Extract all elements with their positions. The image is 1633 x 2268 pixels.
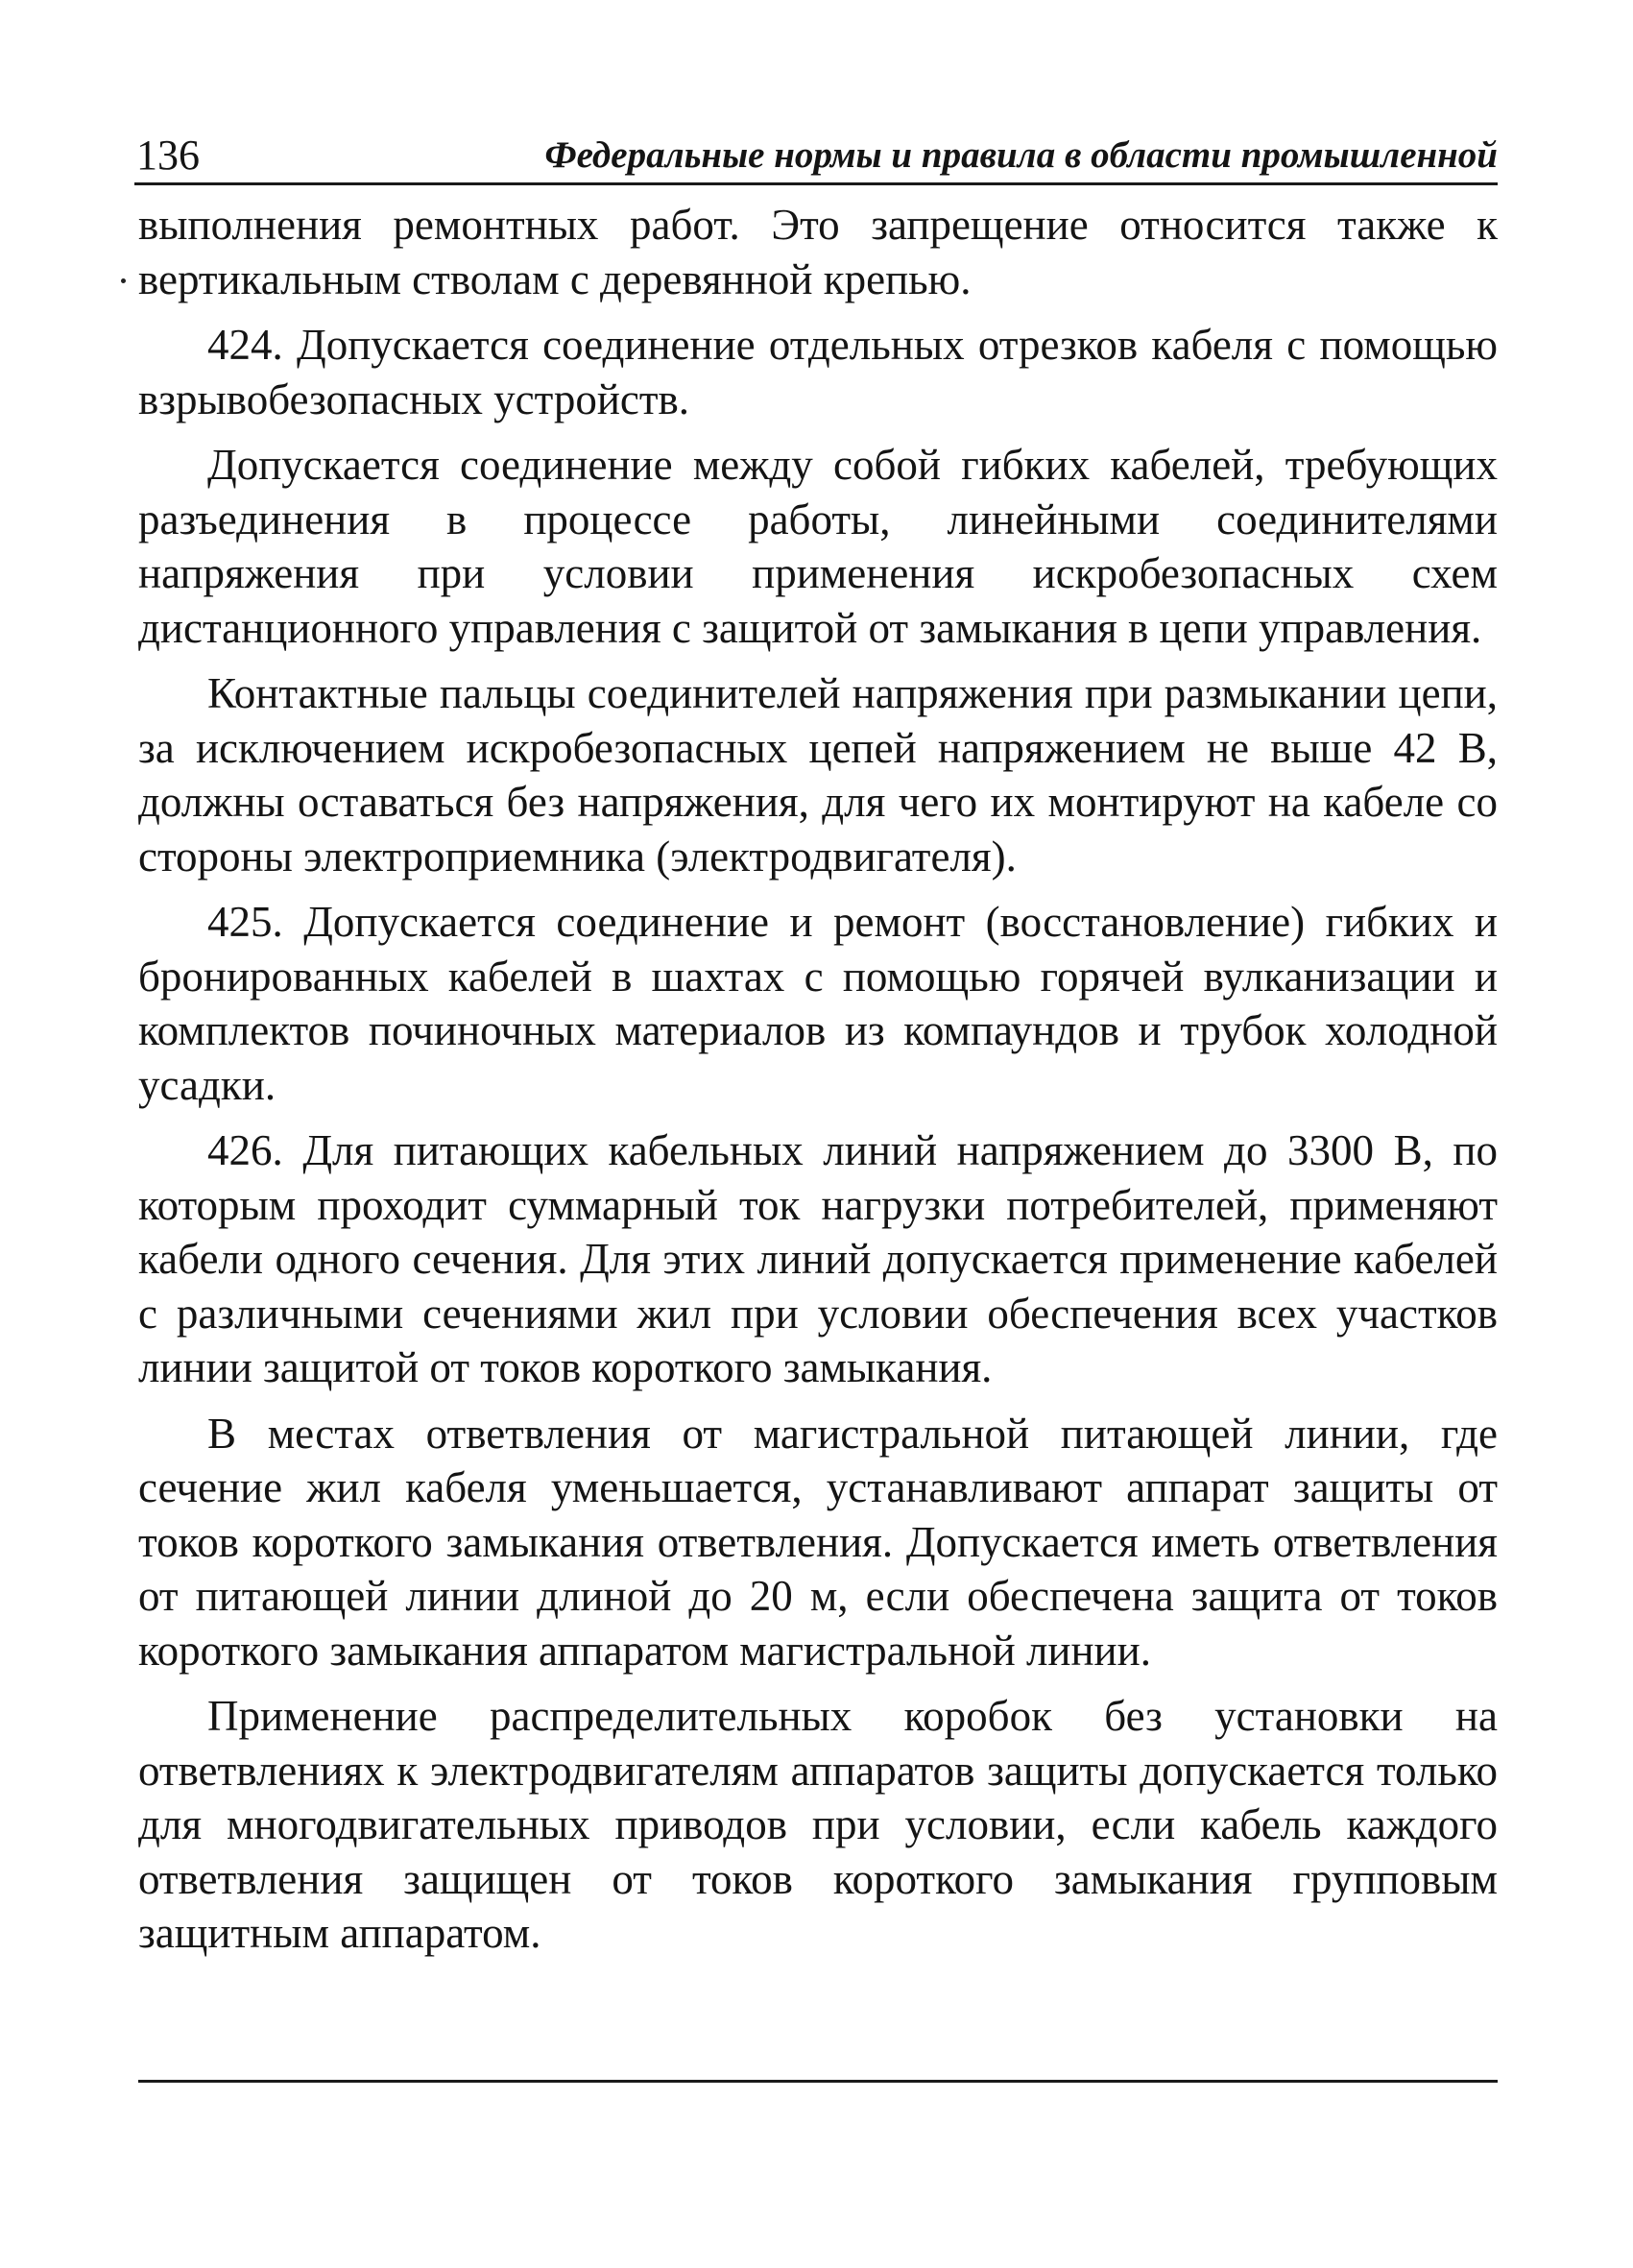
paragraph-continuation: выполнения ремонтных работ. Это запрещение относится также к вертикальным стволам с деревянной крепью. (138, 201, 1498, 303)
running-title: Федеральные нормы и правила в области промышленной (544, 134, 1498, 176)
page-number: 136 (136, 132, 200, 179)
paragraph-424: 424. Допускается соединение отдельных отрезков кабеля с помощью взрывобезопасных устройств. (138, 321, 1498, 423)
paragraph-426: 426. Для питающих кабельных линий напряжением до 3300 В, по которым проходит суммарный ток нагрузки потребителей, применяют кабели одного сечения. Для этих линий допускается применение кабелей с различными сечениями жил при условии обеспечения всех участков линии защитой от токов короткого замыкания. (138, 1126, 1498, 1391)
body-text (138, 198, 1498, 1972)
paragraph-contact-pins: Контактные пальцы соединителей напряжения при размыкании цепи, за исключением искробезопасных цепей напряжением не выше 42 В, должны оставаться без напряжения, для чего их монтируют на кабеле со стороны электроприемника (электродвигателя). (138, 669, 1498, 881)
scan-speck (121, 278, 126, 283)
footer-rule (138, 2080, 1498, 2083)
paragraph-distribution-boxes: Применение распределительных коробок без установки на ответвлениях к электродвигателям аппаратов защиты допускается только для многодвигательных приводов при условии, если кабель каждого ответвления защищен от токов короткого замыкания групповым защитным аппаратом. (138, 1692, 1498, 1957)
paragraph-flexible-cables: Допускается соединение между собой гибких кабелей, требующих разъединения в процессе работы, линейными соединителями напряжения при условии применения искробезопасных схем дистанционного управления с защитой от замыкания в цепи управления. (138, 441, 1498, 652)
running-header (134, 129, 1498, 185)
paragraph-425: 425. Допускается соединение и ремонт (восстановление) гибких и бронированных кабелей в шахтах с помощью горячей вулканизации и комплектов починочных материалов из компаундов и трубок холодной усадки. (138, 898, 1498, 1109)
paragraph-branching: В местах ответвления от магистральной питающей линии, где сечение жил кабеля уменьшается, устанавливают аппарат защиты от токов короткого замыкания ответвления. Допускается иметь ответвления от питающей линии длиной до 20 м, если обеспечена защита от токов короткого замыкания аппаратом магистральной линии. (138, 1409, 1498, 1675)
